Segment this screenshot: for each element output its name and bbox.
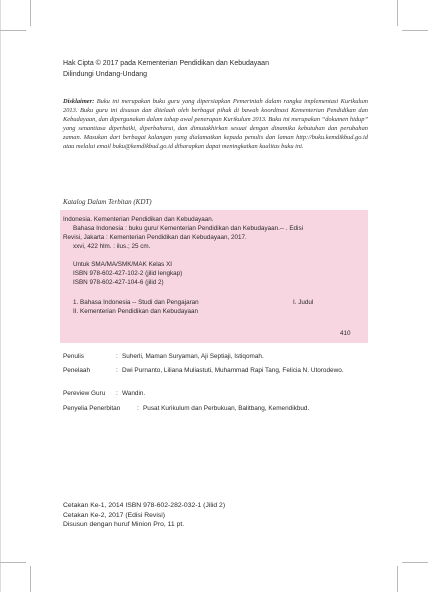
catalog-audience: Untuk SMA/MA/SMK/MAK Kelas XI — [73, 261, 173, 268]
credit-separator: : — [137, 405, 139, 412]
credit-names: Suherli, Maman Suryaman, Aji Septiaji, Istiqomah. — [122, 353, 264, 360]
credit-role: Penyelia Penerbitan — [63, 405, 121, 412]
crop-mark-top-left — [30, 0, 31, 26]
crop-mark-top-right — [397, 0, 398, 26]
crop-mark-bottom-right — [397, 566, 398, 592]
catalog-subject-title: I. Judul — [293, 299, 314, 306]
catalog-box — [60, 210, 368, 343]
catalog-subject-2: II. Kementerian Pendidikan dan Kebudayaan — [73, 308, 198, 315]
disclaimer-lead: Disklaimer: — [63, 98, 95, 105]
page-edge — [0, 0, 1, 592]
catalog-isbn-volume: ISBN 978-602-427-104-6 (jilid 2) — [73, 279, 164, 286]
credit-separator: : — [116, 367, 118, 374]
protection-line: Dilindungi Undang-Undang — [63, 71, 148, 78]
catalog-physical: xxvi, 422 hlm. : ilus.; 25 cm. — [73, 243, 151, 250]
catalog-author: Indonesia. Kementerian Pendidikan dan Kebudayaan. — [63, 216, 214, 223]
crop-mark-left-bottom — [0, 562, 26, 563]
copyright-line: Hak Cipta © 2017 pada Kementerian Pendidikan dan Kebudayaan — [63, 60, 269, 67]
catalog-edition-line: Revisi, Jakarta : Kementerian Pendidikan dan Kebudayaan, 2017. — [63, 234, 247, 241]
catalog-title: Katalog Dalam Terbitan (KDT) — [63, 198, 152, 206]
catalog-subject-1: 1. Bahasa Indonesia -- Studi dan Pengajaran — [73, 299, 199, 306]
credit-separator: : — [116, 390, 118, 397]
print-line-1: Cetakan Ke-1, 2014 ISBN 978-602-282-032-1 (Jilid 2) — [63, 502, 226, 509]
print-history — [63, 501, 225, 530]
credit-role: Pereview Guru — [63, 390, 106, 397]
disclaimer-paragraph — [63, 97, 368, 151]
credit-separator: : — [116, 353, 118, 360]
print-line-2: Cetakan Ke-2, 2017 (Edisi Revisi) — [63, 511, 165, 519]
crop-mark-bottom-left — [30, 566, 31, 592]
crop-mark-left-top — [0, 30, 26, 31]
catalog-class-number: 410 — [340, 330, 351, 337]
crop-mark-right-bottom — [402, 562, 428, 563]
credit-role: Penelaah — [63, 367, 91, 374]
credit-names: Wandin. — [122, 390, 146, 397]
credit-role: Penulis — [63, 353, 84, 360]
typeface-line: Disusun dengan huruf Minion Pro, 11 pt. — [63, 521, 185, 528]
catalog-isbn-complete: ISBN 978-602-427-102-2 (jilid lengkap) — [73, 270, 183, 277]
catalog-title-line: Bahasa Indonesia : buku guru/ Kementerian Pendidikan dan Kebudayaan.-- . Edisi — [73, 225, 303, 232]
credit-names: Dwi Purnanto, Liliana Muliastuti, Muhammad Rapi Tang, Felicia N. Utorodewo. — [122, 367, 344, 374]
crop-mark-right-top — [402, 30, 428, 31]
credit-names: Pusat Kurikulum dan Perbukuan, Balitbang, Kemendikbud. — [143, 405, 310, 412]
disclaimer-body: Buku ini merupakan buku guru yang dipersiapkan Pemerintah dalam rangka implementasi Kurikulum 2013. Buku guru ini disusun dan ditelaah oleh berbagai pihak di bawah koordinasi Kementerian Pendidikan dan Kebudayaan, dan dipergunakan dalam tahap awal penerapan Kurikulum 2013. Buku ini merupakan “dokumen hidup” yang senantiasa diperbaiki, diperbaharui, dan dimutakhirkan sesuai dengan dinamika kebutuhan dan perubahan zaman. Masukan dari berbagai kalangan yang dialamatkan kepada penulis dan laman http://buku.kemdikbud.go.id atau melalui email buku@kemdikbud.go.id diharapkan dapat meningkatkan kualitas buku ini. — [63, 98, 368, 150]
copyright-block — [63, 58, 269, 80]
